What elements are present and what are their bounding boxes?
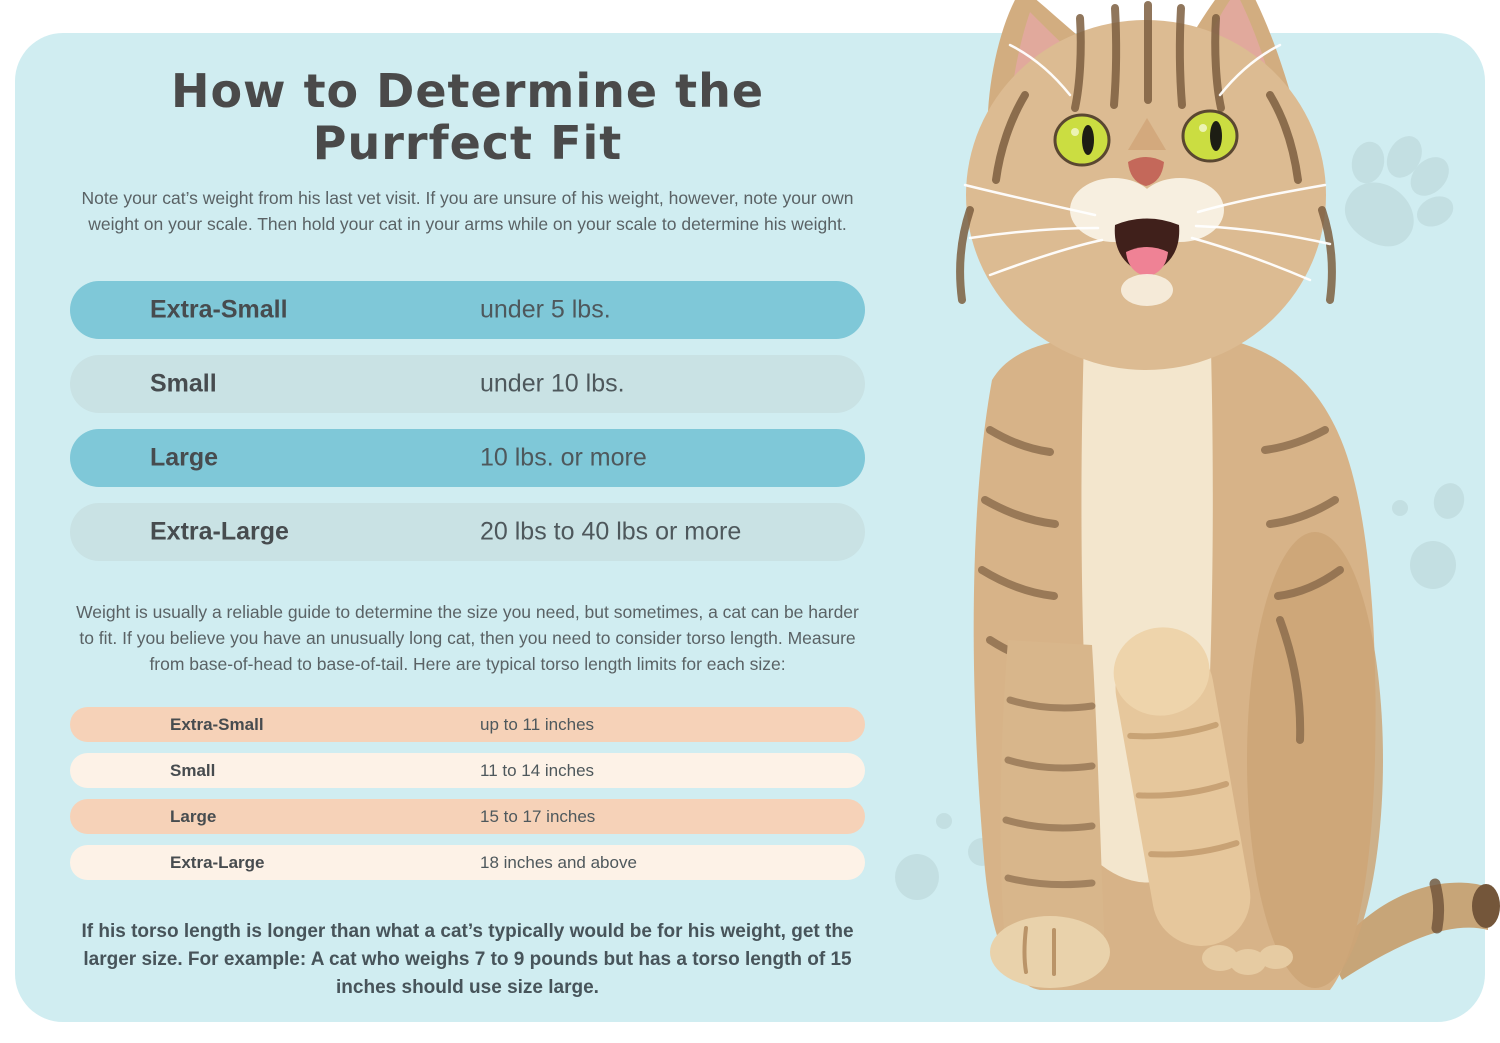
torso-paragraph: Weight is usually a reliable guide to determine the size you need, but sometimes, a cat can be harder to fit. If you believe you have an unusually long cat, then you need to consider torso length. Measure from base-of-head to base-of-tail. Here are typical torso length limits for each size: bbox=[76, 602, 859, 675]
size-value: 20 lbs to 40 lbs or more bbox=[480, 517, 742, 546]
size-label: Large bbox=[170, 806, 217, 826]
cat-photo bbox=[930, 0, 1500, 1043]
size-value: 10 lbs. or more bbox=[480, 443, 647, 472]
size-label: Small bbox=[150, 369, 217, 398]
table-row bbox=[70, 707, 865, 742]
size-value: 11 to 14 inches bbox=[480, 760, 595, 780]
size-label: Extra-Large bbox=[150, 517, 289, 546]
page-title: How to Determine the Purrfect Fit bbox=[170, 64, 765, 170]
torso-length-table bbox=[70, 707, 865, 880]
table-row bbox=[70, 429, 865, 487]
size-value: under 5 lbs. bbox=[480, 295, 611, 324]
table-row bbox=[70, 281, 865, 339]
size-value: 18 inches and above bbox=[480, 852, 637, 872]
table-row bbox=[70, 753, 865, 788]
footer-note: If his torso length is longer than what a cat’s typically would be for his weight, get the larger size. For example: A cat who weighs 7 to 9 pounds but has a torso length of 15 inches should use size large. bbox=[81, 921, 854, 999]
weight-size-table bbox=[70, 281, 865, 561]
table-row bbox=[70, 503, 865, 561]
size-label: Large bbox=[150, 443, 219, 472]
size-value: up to 11 inches bbox=[480, 714, 595, 734]
size-value: 15 to 17 inches bbox=[480, 806, 596, 826]
table-row bbox=[70, 355, 865, 413]
size-label: Small bbox=[170, 760, 216, 780]
size-value: under 10 lbs. bbox=[480, 369, 625, 398]
size-label: Extra-Small bbox=[150, 295, 288, 324]
intro-paragraph: Note your cat’s weight from his last vet visit. If you are unsure of his weight, however, note your own weight on your scale. Then hold your cat in your arms while on your scale to determine his weight. bbox=[81, 188, 854, 235]
table-row bbox=[70, 799, 865, 834]
table-row bbox=[70, 845, 865, 880]
size-label: Extra-Large bbox=[170, 852, 265, 872]
size-label: Extra-Small bbox=[170, 714, 264, 734]
size-guide-content bbox=[70, 0, 865, 1002]
